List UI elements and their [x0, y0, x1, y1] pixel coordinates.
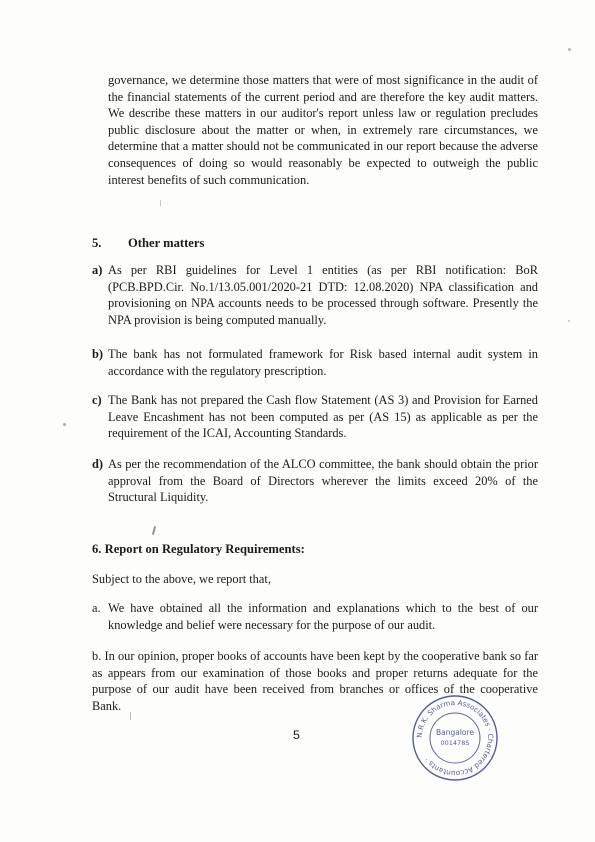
scan-speck: [130, 712, 131, 720]
item-marker: a): [92, 263, 103, 277]
item-text: As per RBI guidelines for Level 1 entities (as per RBI notification: BoR (PCB.BPD.Cir. No.1/13.05.001/2020-21 DTD: 12.08.2020) NPA classification and provisioning on NPA accounts needs to be processed through software. Presently the NPA provision is being computed manually.: [108, 263, 538, 327]
svg-text:Bangalore: Bangalore: [435, 728, 475, 737]
other-matter-item-a: [92, 262, 538, 328]
svg-text:N.R.K. Sharma Associates · Cha: N.R.K. Sharma Associates · Chartered Accountants ·: [414, 697, 496, 779]
item-text: The Bank has not prepared the Cash flow Statement (AS 3) and Provision for Earned Leave Encashment has not been computed as per (AS 15) as applicable as per the requirement of the ICAI, Accounting Standards.: [108, 393, 538, 441]
auditor-stamp-seal: [410, 693, 500, 783]
item-marker: c): [92, 393, 102, 407]
item-marker: a.: [92, 601, 101, 615]
other-matter-item-d: [92, 456, 538, 506]
scan-speck: [160, 200, 161, 206]
item-text: As per the recommendation of the ALCO committee, the bank should obtain the prior approval from the Board of Directors wherever the limits exceed 20% of the Structural Liquidity.: [108, 457, 538, 505]
report-item-a: [92, 600, 538, 633]
item-marker: b): [92, 347, 104, 361]
svg-text:001478S: 001478S: [440, 739, 470, 747]
report-item-b: b. In our opinion, proper books of accounts have been kept by the cooperative bank so far as appears from our examination of those books and proper returns adequate for the purpose of our audit have been received from branches or offices of the cooperative Bank.: [92, 649, 538, 713]
scan-speck: [568, 320, 570, 322]
intro-paragraph: governance, we determine those matters that were of most significance in the audit of the financial statements of the current period and are therefore the key audit matters. We describe these matters in our auditor's report unless law or regulation precludes public disclosure about the matter or when, in extremely rare circumstances, we determine that a matter should not be communicated in our report because the adverse consequences of doing so would reasonably be expected to outweigh the public interest benefits of such communication.: [108, 73, 538, 187]
item-text: The bank has not formulated framework for Risk based internal audit system in accordance with the regulatory prescription.: [108, 347, 538, 378]
report-heading: 6. Report on Regulatory Requirements:: [92, 542, 305, 556]
page-number: 5: [293, 728, 300, 742]
scan-speck: [568, 48, 571, 51]
other-matter-item-c: [92, 392, 538, 442]
other-matters-number: 5.: [92, 236, 102, 250]
other-matters-title: Other matters: [128, 236, 205, 250]
scan-speck: [152, 526, 156, 535]
other-matters-heading: [92, 236, 204, 251]
other-matter-item-b: [92, 346, 538, 379]
scan-speck: [63, 423, 66, 426]
item-text: We have obtained all the information and explanations which to the best of our knowledge and belief were necessary for the purpose of our audit.: [108, 601, 538, 632]
item-marker: d): [92, 457, 104, 471]
report-subject-line: Subject to the above, we report that,: [92, 572, 271, 586]
